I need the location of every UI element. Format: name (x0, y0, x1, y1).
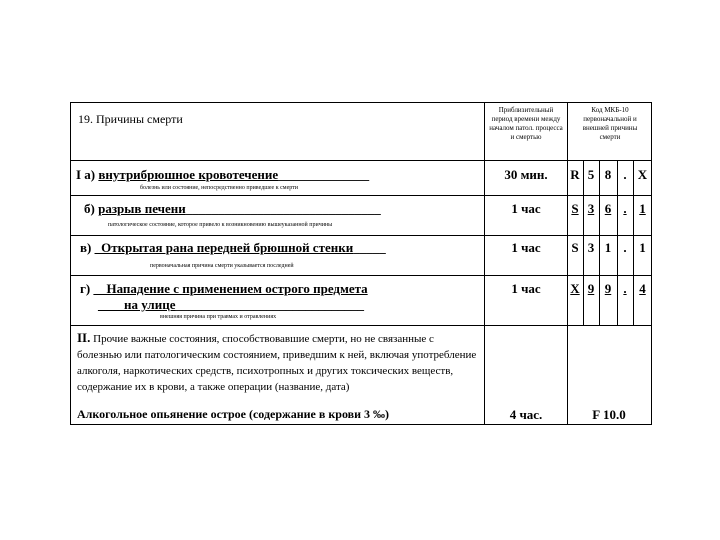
duration-c: 1 час (511, 240, 541, 255)
cause-row-d: г) __Нападение с применением острого предмета (80, 281, 368, 296)
code-char: 1 (639, 240, 646, 255)
code-char: 8 (604, 167, 612, 182)
code-char: X (570, 281, 580, 296)
duration-d: 1 час (511, 281, 541, 296)
icd-code-b (567, 201, 652, 217)
icd-code-part-two: F 10.0 (592, 407, 626, 422)
cause-row-d-cont: ____на улице_____________________________ (98, 297, 364, 312)
divider (567, 102, 568, 425)
hint-b: патологическое состояние, которое привело к возникновению вышеуказанной причины (108, 222, 333, 228)
code-char: . (623, 201, 627, 216)
divider (70, 325, 652, 326)
code-char: 3 (587, 201, 595, 216)
cause-row-b: б) разрыв печени______________________________ (84, 201, 381, 216)
cause-row-a: I а) внутрибрюшное кровотечение______________ (76, 167, 370, 182)
hint-a: болезнь или состояние, непосредственно приведшее к смерти (140, 185, 298, 191)
code-header: Код МКБ-10 первоначальной и внешней причины смерти (582, 106, 638, 141)
code-char: X (637, 167, 648, 182)
cause-row-c: в) _Открытая рана передней брюшной стенки_____ (80, 240, 386, 255)
divider (484, 102, 485, 425)
icd-code-d (567, 281, 652, 297)
hint-d: внешняя причина при травмах и отравлениях (160, 314, 277, 320)
code-char: 9 (587, 281, 595, 296)
divider (70, 275, 652, 276)
hint-c: первоначальная причина смерти указывается последней (150, 263, 294, 269)
code-char: 1 (604, 240, 612, 255)
icd-code-c (567, 240, 652, 256)
code-char: 9 (604, 281, 612, 296)
section-title: 19. Причины смерти (78, 112, 183, 126)
code-char: R (570, 167, 580, 182)
code-char: 3 (587, 240, 595, 255)
icd-code-a (567, 167, 652, 183)
period-header: Приблизительный период времени между началом патол. процесса и смертью (489, 106, 563, 141)
code-char: 6 (604, 201, 612, 216)
code-char: 5 (587, 167, 595, 182)
duration-b: 1 час (511, 201, 541, 216)
part-two-entry: Алкогольное опьянение острое (содержание в крови 3 ‰) (77, 407, 390, 421)
divider (70, 160, 652, 161)
divider (70, 195, 652, 196)
duration-a: 30 мин. (504, 167, 548, 182)
part-two-description: II. Прочие важные состояния, способствовавшие смерти, но не связанные с болезнью или патологическим состоянием, приведшим к ней, включая употребление алкоголя, наркотических средств, психотропных и других токсических веществ, содержание их в крови, а также операции (название, дата) (77, 330, 477, 393)
code-char: . (623, 240, 627, 255)
code-char: . (623, 281, 627, 296)
code-char: S (571, 201, 579, 216)
duration-part-two: 4 час. (509, 407, 543, 422)
code-char: 4 (639, 281, 646, 296)
code-char: 1 (639, 201, 646, 216)
code-char: . (623, 167, 627, 182)
divider (70, 235, 652, 236)
code-char: S (571, 240, 579, 255)
